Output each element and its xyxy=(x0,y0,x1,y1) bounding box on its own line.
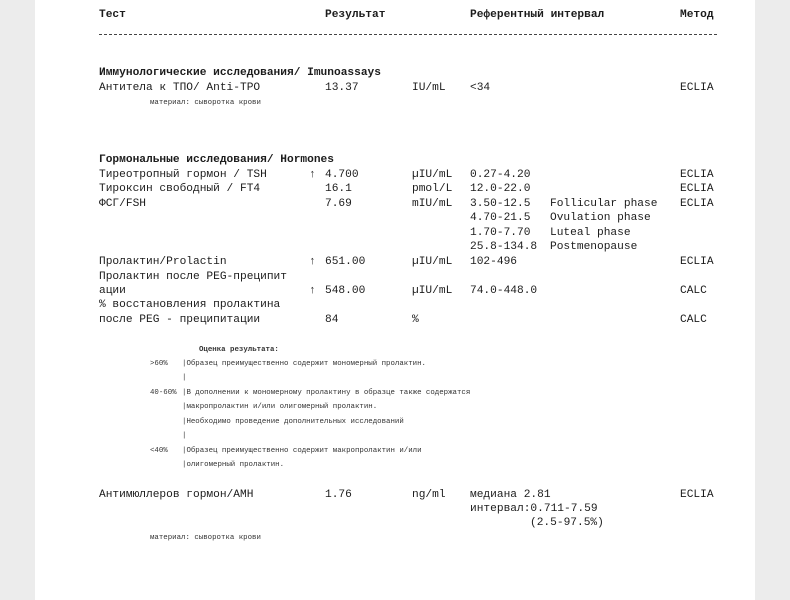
test-unit: µIU/mL xyxy=(412,285,453,297)
test-method: CALC xyxy=(680,314,707,326)
assessment-text: |Образец преимущественно содержит макропролактин и/или xyxy=(182,447,422,455)
test-method: ECLIA xyxy=(680,256,714,268)
test-value: 16.1 xyxy=(325,183,352,195)
reference-phase: Follicular phase xyxy=(550,198,658,210)
test-value: 84 xyxy=(325,314,339,326)
column-header-reference: Референтный интервал xyxy=(470,9,605,21)
report-page xyxy=(35,0,755,600)
test-name: Пролактин после PEG-преципит xyxy=(99,271,287,283)
reference-range: 4.70-21.5 xyxy=(470,212,531,224)
test-reference: 74.0-448.0 xyxy=(470,285,538,297)
test-name: Антитела к ТПО/ Anti-TPO xyxy=(99,82,261,94)
high-flag-icon: ↑ xyxy=(309,169,316,181)
assessment-text: | xyxy=(182,432,187,440)
test-value: 13.37 xyxy=(325,82,359,94)
test-unit: pmol/L xyxy=(412,183,453,195)
test-unit: ng/ml xyxy=(412,489,446,501)
test-value: 4.700 xyxy=(325,169,359,181)
test-method: ECLIA xyxy=(680,198,714,210)
material-note: материал: сыворотка крови xyxy=(150,99,261,107)
reference-range: 3.50-12.5 xyxy=(470,198,531,210)
assessment-title: Оценка результата: xyxy=(199,346,279,354)
material-note: материал: сыворотка крови xyxy=(150,534,261,542)
header-separator xyxy=(99,34,717,35)
high-flag-icon: ↑ xyxy=(309,256,316,268)
test-reference: 102-496 xyxy=(470,256,517,268)
test-name: Тироксин свободный / FT4 xyxy=(99,183,261,195)
test-name: % восстановления пролактина xyxy=(99,299,281,311)
test-name: ФСГ/FSH xyxy=(99,198,146,210)
test-value: 651.00 xyxy=(325,256,366,268)
section-title-immunoassays: Иммунологические исследования/ Imunoassays xyxy=(99,67,381,79)
assessment-text: | xyxy=(182,374,187,382)
column-header-test: Тест xyxy=(99,9,126,21)
test-method: ECLIA xyxy=(680,183,714,195)
test-method: ECLIA xyxy=(680,82,714,94)
test-method: CALC xyxy=(680,285,707,297)
assessment-text: |Необходимо проведение дополнительных исследований xyxy=(182,418,404,426)
test-name: Тиреотропный гормон / TSH xyxy=(99,169,267,181)
column-header-result: Результат xyxy=(325,9,386,21)
test-reference: 0.27-4.20 xyxy=(470,169,531,181)
test-value: 1.76 xyxy=(325,489,352,501)
reference-phase: Luteal phase xyxy=(550,227,631,239)
assessment-text: |олигомерный пролактин. xyxy=(182,461,285,469)
test-unit: µIU/mL xyxy=(412,169,453,181)
test-value: 7.69 xyxy=(325,198,352,210)
test-reference: интервал:0.711-7.59 xyxy=(470,503,598,515)
test-reference: медиана 2.81 xyxy=(470,489,551,501)
test-reference: <34 xyxy=(470,82,491,94)
reference-range: 25.8-134.8 xyxy=(470,241,538,253)
assessment-text: |В дополнении к мономерному пролактину в образце также содержатся xyxy=(182,389,471,397)
assessment-range: <40% xyxy=(150,447,168,455)
test-unit: mIU/mL xyxy=(412,198,453,210)
test-reference: 12.0-22.0 xyxy=(470,183,531,195)
assessment-text: |Образец преимущественно содержит мономерный пролактин. xyxy=(182,360,426,368)
reference-phase: Ovulation phase xyxy=(550,212,651,224)
assessment-range: >60% xyxy=(150,360,168,368)
reference-range: 1.70-7.70 xyxy=(470,227,531,239)
assessment-range: 40-60% xyxy=(150,389,177,397)
test-name: Антимюллеров гормон/AMH xyxy=(99,489,254,501)
test-value: 548.00 xyxy=(325,285,366,297)
test-name-continued: после PEG - преципитации xyxy=(99,314,261,326)
test-method: ECLIA xyxy=(680,169,714,181)
test-unit: µIU/mL xyxy=(412,256,453,268)
test-unit: IU/mL xyxy=(412,82,446,94)
assessment-text: |макропролактин и/или олигомерный пролактин. xyxy=(182,403,378,411)
reference-phase: Postmenopause xyxy=(550,241,638,253)
column-header-method: Метод xyxy=(680,9,714,21)
section-title-hormones: Гормональные исследования/ Hormones xyxy=(99,154,334,166)
test-unit: % xyxy=(412,314,419,326)
test-name-continued: ации xyxy=(99,285,126,297)
test-name: Пролактин/Prolactin xyxy=(99,256,227,268)
high-flag-icon: ↑ xyxy=(309,285,316,297)
test-reference: (2.5-97.5%) xyxy=(530,517,604,529)
test-method: ECLIA xyxy=(680,489,714,501)
